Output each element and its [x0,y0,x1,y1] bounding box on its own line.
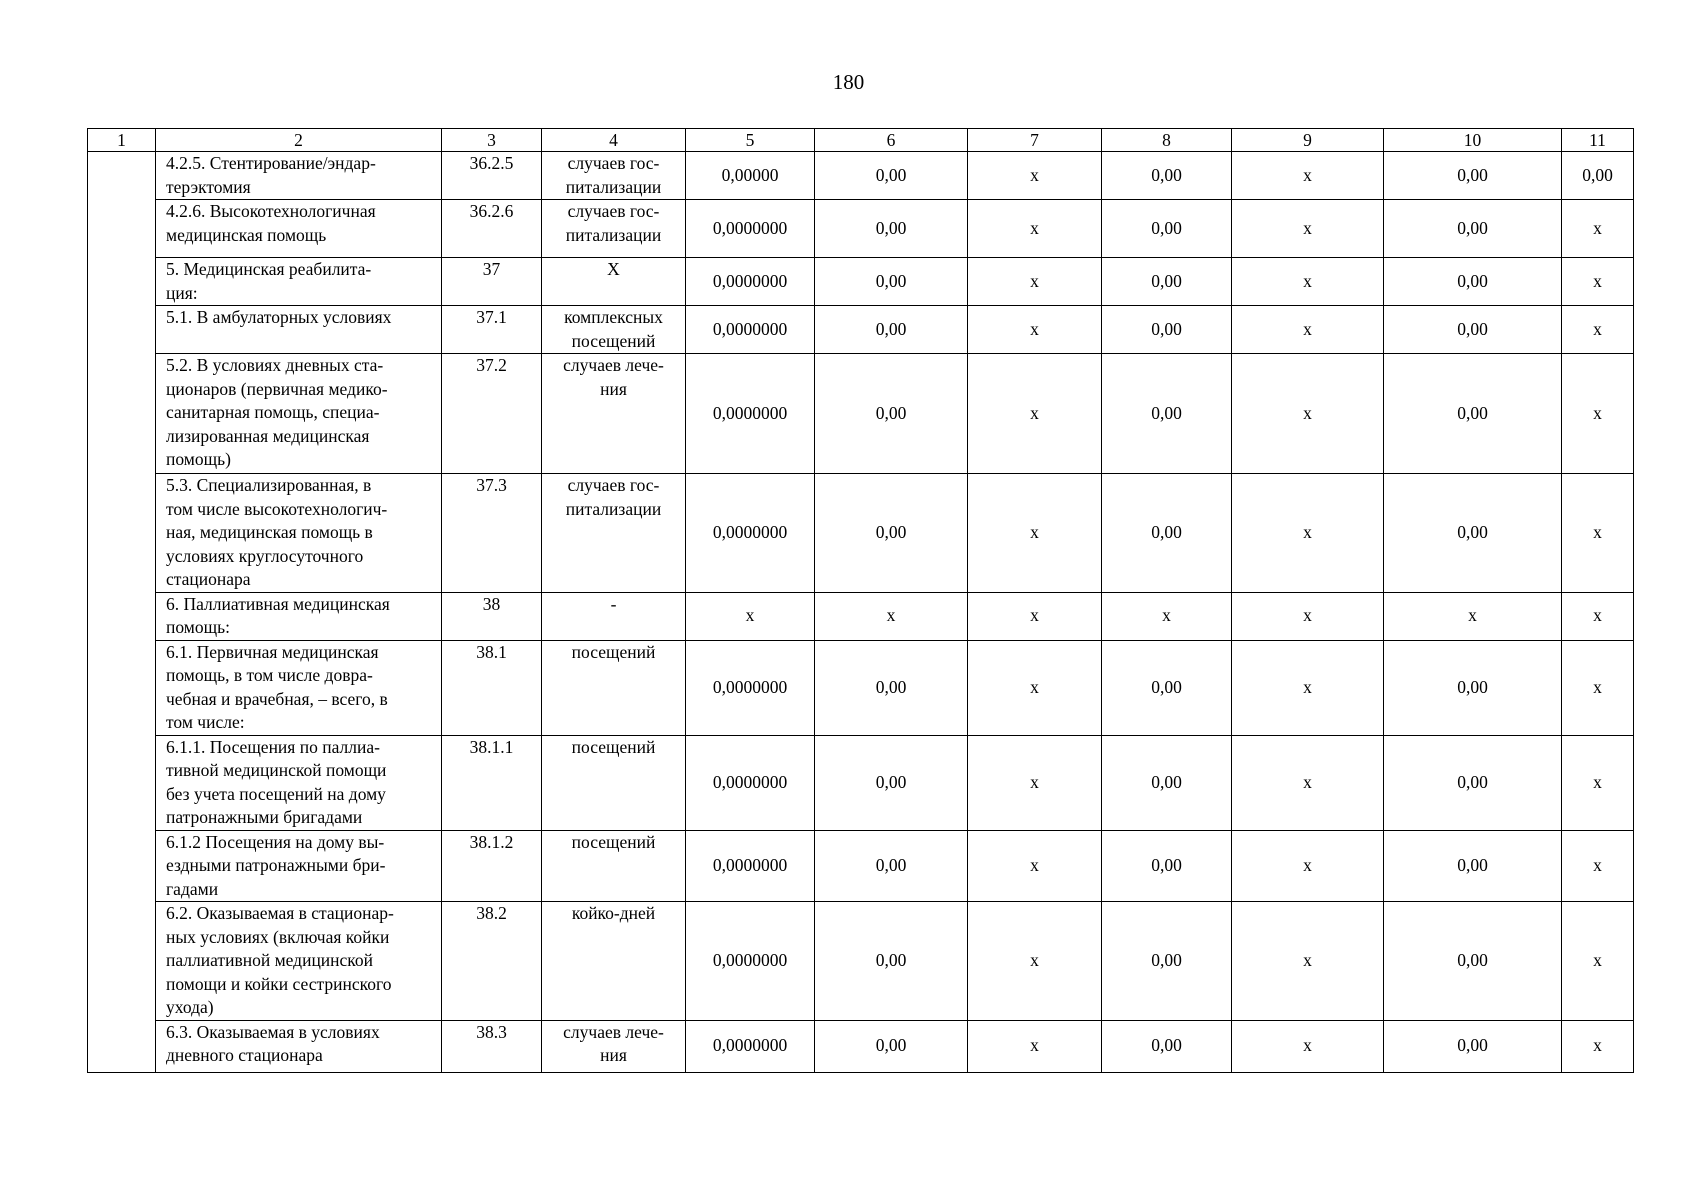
table-row [88,474,1634,593]
column-header: 8 [1102,129,1232,152]
row-unit-cell: посещений [542,735,686,830]
row-code-cell: 37 [442,258,542,306]
data-table [87,128,1634,1073]
value-cell-c6: 0,00 [815,152,968,200]
value-cell-c9: х [1232,200,1384,258]
column-header: 10 [1384,129,1562,152]
value-cell-c7: х [968,1020,1102,1072]
row-code-cell: 37.1 [442,306,542,354]
value-cell-c6: 0,00 [815,258,968,306]
value-cell-c11: х [1562,735,1634,830]
value-cell-c7: х [968,830,1102,902]
value-cell-c7: х [968,200,1102,258]
table-row [88,1020,1634,1072]
value-cell-c6: 0,00 [815,640,968,735]
row-code-cell: 38.2 [442,902,542,1021]
table-row [88,640,1634,735]
value-cell-c11: х [1562,1020,1634,1072]
column-header: 7 [968,129,1102,152]
value-cell-c8: 0,00 [1102,902,1232,1021]
value-cell-c5: 0,00000 [686,152,815,200]
value-cell-c11: 0,00 [1562,152,1634,200]
row-unit-cell: Х [542,258,686,306]
column-1-cell [88,152,156,1073]
row-unit-cell: посещений [542,830,686,902]
value-cell-c5: 0,0000000 [686,200,815,258]
value-cell-c11: х [1562,592,1634,640]
row-name-cell: 6.1.2 Посещения на дому вы- ездными патронажными бри- гадами [156,830,442,902]
column-header: 5 [686,129,815,152]
row-name-cell: 6. Паллиативная медицинская помощь: [156,592,442,640]
value-cell-c5: 0,0000000 [686,902,815,1021]
value-cell-c5: 0,0000000 [686,735,815,830]
row-code-cell: 36.2.6 [442,200,542,258]
row-unit-cell: случаев лече- ния [542,1020,686,1072]
value-cell-c10: 0,00 [1384,306,1562,354]
row-unit-cell: комплексных посещений [542,306,686,354]
value-cell-c9: х [1232,354,1384,474]
row-name-cell: 5.3. Специализированная, в том числе высокотехнологич- ная, медицинская помощь в условиях круглосуточного стационара [156,474,442,593]
value-cell-c11: х [1562,474,1634,593]
table-header [88,129,1634,152]
value-cell-c7: х [968,592,1102,640]
value-cell-c9: х [1232,1020,1384,1072]
column-header: 11 [1562,129,1634,152]
value-cell-c10: 0,00 [1384,830,1562,902]
table-row [88,258,1634,306]
table-row [88,735,1634,830]
value-cell-c6: 0,00 [815,474,968,593]
value-cell-c9: х [1232,830,1384,902]
table-row [88,354,1634,474]
value-cell-c9: х [1232,640,1384,735]
column-header: 6 [815,129,968,152]
value-cell-c10: 0,00 [1384,735,1562,830]
value-cell-c9: х [1232,474,1384,593]
row-name-cell: 6.3. Оказываемая в условиях дневного стационара [156,1020,442,1072]
value-cell-c10: 0,00 [1384,152,1562,200]
value-cell-c11: х [1562,640,1634,735]
value-cell-c8: 0,00 [1102,640,1232,735]
value-cell-c8: 0,00 [1102,306,1232,354]
value-cell-c6: 0,00 [815,830,968,902]
value-cell-c10: 0,00 [1384,640,1562,735]
value-cell-c10: 0,00 [1384,200,1562,258]
row-unit-cell: койко-дней [542,902,686,1021]
value-cell-c8: 0,00 [1102,152,1232,200]
row-unit-cell: случаев гос- питализации [542,200,686,258]
value-cell-c10: 0,00 [1384,354,1562,474]
value-cell-c5: х [686,592,815,640]
value-cell-c11: х [1562,830,1634,902]
row-code-cell: 36.2.5 [442,152,542,200]
value-cell-c8: 0,00 [1102,258,1232,306]
value-cell-c7: х [968,735,1102,830]
table-row [88,306,1634,354]
value-cell-c9: х [1232,902,1384,1021]
value-cell-c10: 0,00 [1384,474,1562,593]
value-cell-c7: х [968,474,1102,593]
value-cell-c9: х [1232,592,1384,640]
table-row [88,592,1634,640]
value-cell-c8: 0,00 [1102,354,1232,474]
value-cell-c6: х [815,592,968,640]
value-cell-c7: х [968,640,1102,735]
row-code-cell: 37.3 [442,474,542,593]
row-name-cell: 6.1. Первичная медицинская помощь, в том числе довра- чебная и врачебная, – всего, в том числе: [156,640,442,735]
row-code-cell: 38.1.2 [442,830,542,902]
table-row [88,152,1634,200]
value-cell-c6: 0,00 [815,1020,968,1072]
value-cell-c6: 0,00 [815,354,968,474]
row-unit-cell: случаев гос- питализации [542,152,686,200]
row-code-cell: 38.1.1 [442,735,542,830]
page-number: 180 [832,70,865,94]
row-name-cell: 5.1. В амбулаторных условиях [156,306,442,354]
value-cell-c6: 0,00 [815,306,968,354]
value-cell-c10: 0,00 [1384,1020,1562,1072]
value-cell-c6: 0,00 [815,902,968,1021]
value-cell-c7: х [968,354,1102,474]
row-unit-cell: случаев гос- питализации [542,474,686,593]
value-cell-c11: х [1562,258,1634,306]
value-cell-c10: 0,00 [1384,258,1562,306]
row-name-cell: 6.1.1. Посещения по паллиа- тивной медицинской помощи без учета посещений на дому патронажными бригадами [156,735,442,830]
row-name-cell: 6.2. Оказываемая в стационар- ных условиях (включая койки паллиативной медицинской помощи и койки сестринского ухода) [156,902,442,1021]
value-cell-c10: 0,00 [1384,902,1562,1021]
value-cell-c9: х [1232,735,1384,830]
value-cell-c9: х [1232,306,1384,354]
column-header: 9 [1232,129,1384,152]
value-cell-c11: х [1562,902,1634,1021]
value-cell-c11: х [1562,354,1634,474]
row-name-cell: 5.2. В условиях дневных ста- ционаров (первичная медико- санитарная помощь, специа- лизированная медицинская помощь) [156,354,442,474]
value-cell-c8: 0,00 [1102,200,1232,258]
row-code-cell: 38.1 [442,640,542,735]
column-header: 4 [542,129,686,152]
value-cell-c8: 0,00 [1102,735,1232,830]
value-cell-c8: 0,00 [1102,830,1232,902]
column-header: 3 [442,129,542,152]
value-cell-c6: 0,00 [815,735,968,830]
value-cell-c7: х [968,152,1102,200]
value-cell-c5: 0,0000000 [686,1020,815,1072]
value-cell-c8: 0,00 [1102,474,1232,593]
value-cell-c5: 0,0000000 [686,474,815,593]
row-code-cell: 38.3 [442,1020,542,1072]
value-cell-c5: 0,0000000 [686,830,815,902]
table-row [88,902,1634,1021]
value-cell-c8: 0,00 [1102,1020,1232,1072]
value-cell-c11: х [1562,306,1634,354]
table-row [88,200,1634,258]
value-cell-c6: 0,00 [815,200,968,258]
value-cell-c8: х [1102,592,1232,640]
value-cell-c9: х [1232,258,1384,306]
value-cell-c11: х [1562,200,1634,258]
row-code-cell: 38 [442,592,542,640]
value-cell-c7: х [968,306,1102,354]
value-cell-c7: х [968,902,1102,1021]
column-header: 2 [156,129,442,152]
row-unit-cell: случаев лече- ния [542,354,686,474]
row-name-cell: 4.2.5. Стентирование/эндар- терэктомия [156,152,442,200]
row-name-cell: 5. Медицинская реабилита- ция: [156,258,442,306]
value-cell-c10: х [1384,592,1562,640]
value-cell-c5: 0,0000000 [686,258,815,306]
column-header: 1 [88,129,156,152]
table-body [88,152,1634,1073]
value-cell-c5: 0,0000000 [686,306,815,354]
row-name-cell: 4.2.6. Высокотехнологичная медицинская помощь [156,200,442,258]
row-code-cell: 37.2 [442,354,542,474]
value-cell-c5: 0,0000000 [686,640,815,735]
value-cell-c5: 0,0000000 [686,354,815,474]
row-unit-cell: посещений [542,640,686,735]
value-cell-c7: х [968,258,1102,306]
table-row [88,830,1634,902]
header-row [88,129,1634,152]
value-cell-c9: х [1232,152,1384,200]
row-unit-cell: - [542,592,686,640]
